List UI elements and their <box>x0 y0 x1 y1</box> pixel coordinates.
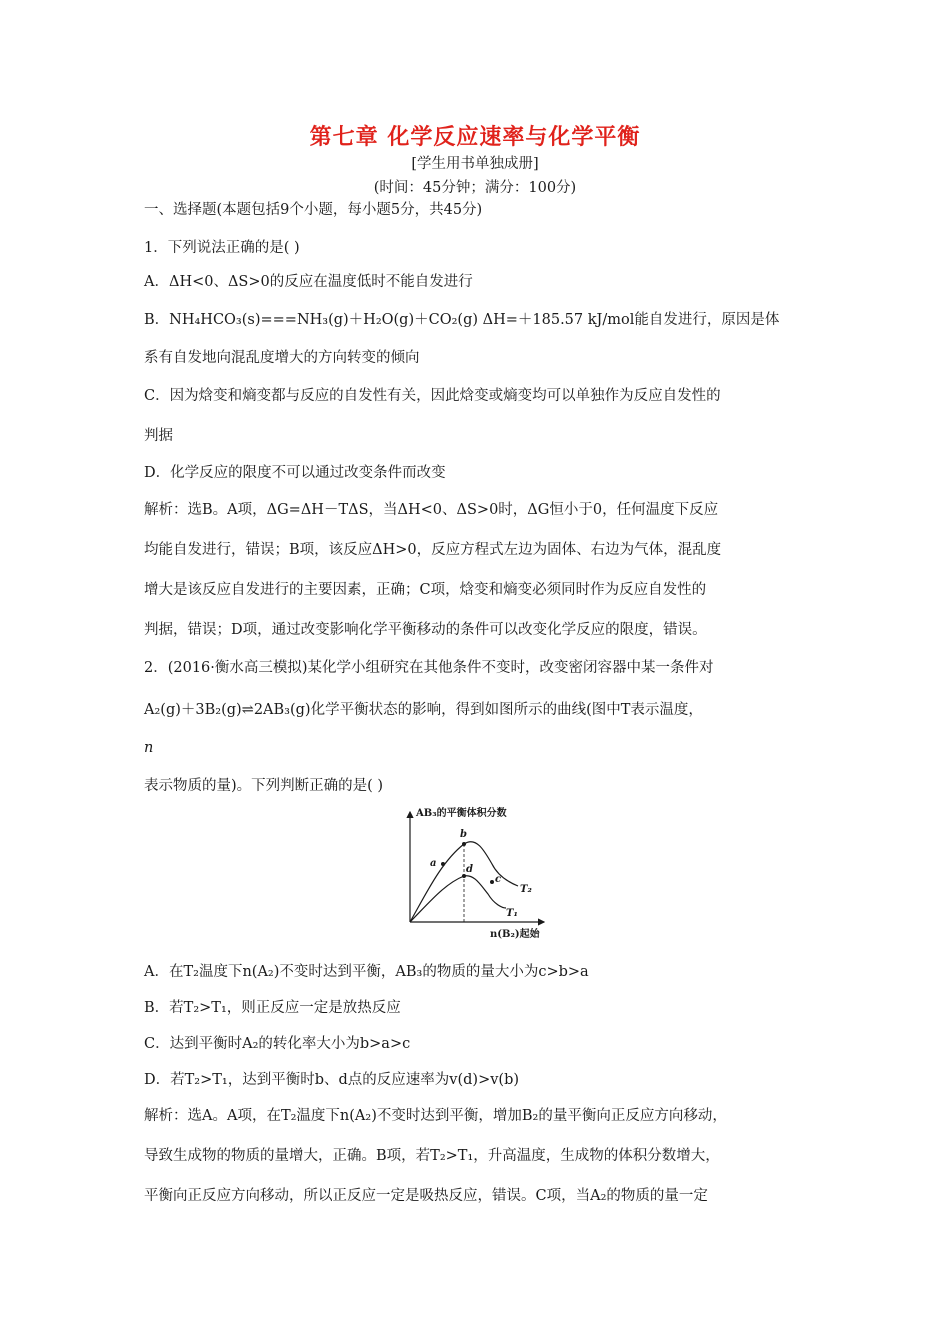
y-axis-label: AB₃的平衡体积分数 <box>416 808 507 819</box>
q1-analysis-2: 均能自发进行，错误；B项，该反应ΔH>0，反应方程式左边为固体、右边为气体，混乱度 <box>144 542 722 558</box>
chapter-title: 第七章 化学反应速率与化学平衡 <box>309 125 641 150</box>
q1-analysis-1: 解析：选B。A项，ΔG=ΔH－TΔS，当ΔH<0、ΔS>0时，ΔG恒小于0，任何温度下反应 <box>144 502 719 518</box>
q2-analysis-1: 解析：选A。A项，在T₂温度下n(A₂)不变时达到平衡，增加B₂的量平衡向正反应方向移动， <box>144 1108 727 1124</box>
x-axis-label: n(B₂)起始 <box>490 929 540 940</box>
q1-option-a: A．ΔH<0、ΔS>0的反应在温度低时不能自发进行 <box>144 274 473 290</box>
q2-option-d: D．若T₂>T₁，达到平衡时b、d点的反应速率为v(d)>v(b) <box>144 1072 520 1088</box>
q1-option-b: B．NH₄HCO₃(s)===NH₃(g)＋H₂O(g)＋CO₂(g) ΔH=＋185.57 kJ/mol能自发进行，原因是体 <box>144 312 780 328</box>
q1-analysis-4: 判据，错误；D项，通过改变影响化学平衡移动的条件可以改变化学反应的限度，错误。 <box>144 622 707 638</box>
q2-stem-2: A₂(g)＋3B₂(g)⇌2AB₃(g)化学平衡状态的影响，得到如图所示的曲线(图中T表示温度， <box>144 702 703 718</box>
q2-option-b: B．若T₂>T₁，则正反应一定是放热反应 <box>144 1000 401 1016</box>
q1-option-c-cont: 判据 <box>144 428 173 444</box>
q1-option-d: D．化学反应的限度不可以通过改变条件而改变 <box>144 465 446 481</box>
q2-option-a: A．在T₂温度下n(A₂)不变时达到平衡，AB₃的物质的量大小为c>b>a <box>144 964 589 980</box>
point-label-b: b <box>460 829 467 840</box>
series-label-t1: T₁ <box>506 908 518 919</box>
point-c <box>490 880 494 884</box>
subtitle: [学生用书单独成册] <box>411 156 539 172</box>
point-b <box>462 842 466 846</box>
q2-option-c: C．达到平衡时A₂的转化率大小为b>a>c <box>144 1036 411 1052</box>
point-label-a: a <box>430 858 437 869</box>
q2-stem-4: 表示物质的量)。下列判断正确的是( ) <box>144 778 384 794</box>
q1-option-c: C．因为焓变和熵变都与反应的自发性有关，因此焓变或熵变均可以单独作为反应自发性的 <box>144 388 721 404</box>
time-info: (时间：45分钟；满分：100分) <box>373 180 577 196</box>
q2-stem-3: n <box>144 740 154 756</box>
q1-stem: 1．下列说法正确的是( ) <box>144 240 300 256</box>
point-label-d: d <box>466 864 473 875</box>
q2-analysis-2: 导致生成物的物质的量增大，正确。B项，若T₂>T₁，升高温度，生成物的体积分数增大， <box>144 1148 720 1164</box>
section-heading: 一、选择题(本题包括9个小题，每小题5分，共45分) <box>144 202 483 218</box>
point-label-c: c <box>495 874 502 885</box>
q2-analysis-3: 平衡向正反应方向移动，所以正反应一定是吸热反应，错误。C项，当A₂的物质的量一定 <box>144 1188 708 1204</box>
point-a <box>441 862 445 866</box>
q2-stem-1: 2．(2016·衡水高三模拟)某化学小组研究在其他条件不变时，改变密闭容器中某一条件对 <box>144 660 714 676</box>
equilibrium-chart <box>396 804 556 944</box>
q1-analysis-3: 增大是该反应自发进行的主要因素，正确；C项，焓变和熵变必须同时作为反应自发性的 <box>144 582 707 598</box>
series-label-t2: T₂ <box>520 884 532 895</box>
q1-option-b-cont: 系有自发地向混乱度增大的方向转变的倾向 <box>144 350 420 366</box>
